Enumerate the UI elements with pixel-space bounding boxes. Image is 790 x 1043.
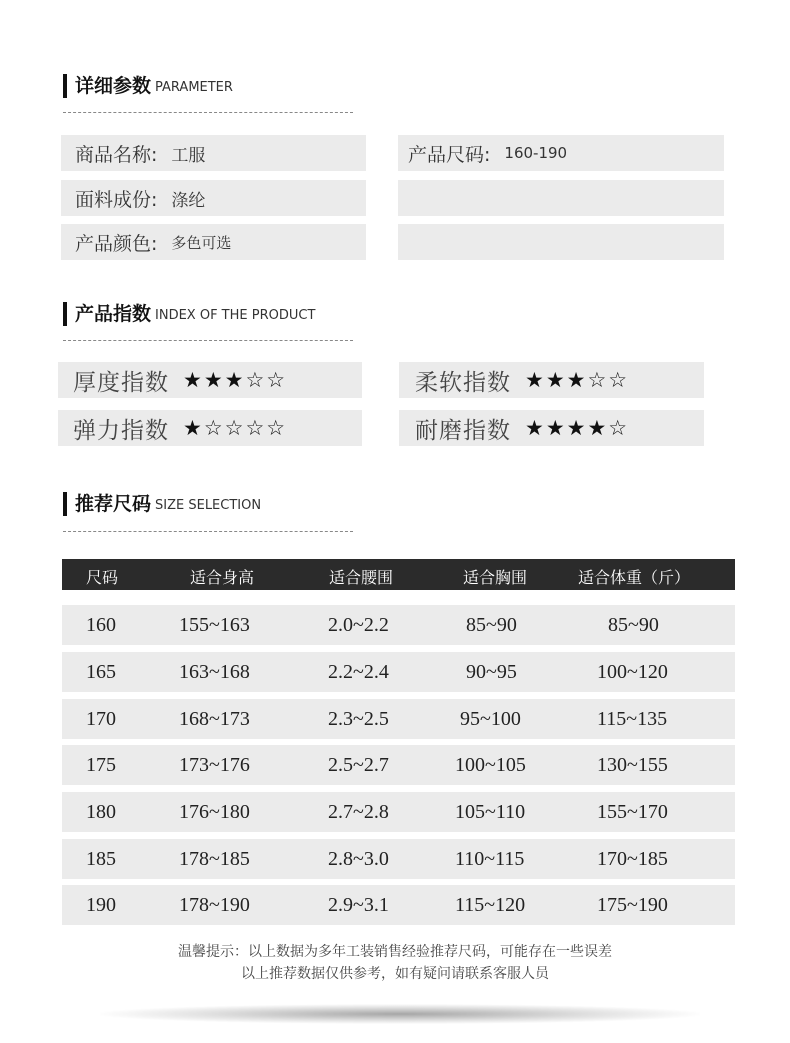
table-cell: 155~163 — [179, 614, 250, 636]
index-label: 弹力指数 — [73, 417, 169, 444]
index-heading-en: INDEX OF THE PRODUCT — [155, 308, 316, 323]
index-divider — [63, 340, 353, 341]
table-cell: 115~120 — [455, 894, 526, 916]
size-heading-en: SIZE SELECTION — [155, 498, 262, 513]
param-value: 工服 — [171, 145, 206, 166]
table-cell: 115~135 — [597, 708, 668, 730]
index-label: 柔软指数 — [415, 369, 511, 396]
table-row — [62, 792, 735, 832]
size-heading — [63, 492, 261, 516]
tip-note-line2: 以上推荐数据仅供参考，如有疑问请联系客服人员 — [241, 966, 549, 982]
params-heading — [63, 74, 233, 98]
index-softness — [399, 362, 704, 398]
param-label: 面料成份: — [75, 188, 158, 211]
column-header: 适合身高 — [190, 568, 255, 587]
table-cell: 95~100 — [460, 708, 521, 730]
size-divider — [63, 531, 353, 532]
table-row — [62, 652, 735, 692]
index-thickness — [58, 362, 362, 398]
table-row — [62, 699, 735, 739]
table-cell: 165 — [86, 661, 116, 683]
index-abrasion — [399, 410, 704, 446]
table-cell: 85~90 — [466, 614, 517, 636]
param-product-name — [61, 135, 366, 171]
table-cell: 2.2~2.4 — [328, 661, 389, 683]
param-label: 产品颜色: — [75, 232, 158, 255]
table-cell: 100~120 — [597, 661, 668, 683]
param-product-size — [398, 135, 724, 171]
table-row — [62, 745, 735, 785]
star-rating-icon: ★★★★☆ — [525, 416, 630, 440]
table-cell: 155~170 — [597, 801, 668, 823]
column-header: 适合体重（斤） — [578, 568, 691, 587]
table-cell: 85~90 — [608, 614, 659, 636]
param-value: 多色可选 — [171, 233, 232, 252]
tip-note-line1: 温馨提示：以上数据为多年工装销售经验推荐尺码，可能存在一些误差 — [178, 944, 612, 960]
params-divider — [63, 112, 353, 113]
table-cell: 110~115 — [455, 848, 525, 870]
index-heading-cn: 产品指数 — [75, 303, 152, 325]
heading-bar — [63, 492, 67, 516]
param-empty-cell — [398, 180, 724, 216]
heading-bar — [63, 74, 67, 98]
table-row — [62, 605, 735, 645]
table-row — [62, 885, 735, 925]
table-cell: 175 — [86, 754, 116, 776]
table-cell: 163~168 — [179, 661, 250, 683]
param-label: 产品尺码: — [408, 143, 491, 166]
table-cell: 2.3~2.5 — [328, 708, 389, 730]
param-fabric — [61, 180, 366, 216]
param-value: 160-190 — [504, 144, 568, 162]
table-cell: 2.0~2.2 — [328, 614, 389, 636]
index-heading — [63, 302, 315, 326]
index-label: 厚度指数 — [73, 369, 169, 396]
table-cell: 178~190 — [179, 894, 250, 916]
table-cell: 173~176 — [179, 754, 250, 776]
table-cell: 170~185 — [597, 848, 668, 870]
table-cell: 2.9~3.1 — [328, 894, 389, 916]
table-cell: 105~110 — [455, 801, 526, 823]
table-row — [62, 839, 735, 879]
index-elasticity — [58, 410, 362, 446]
table-cell: 100~105 — [455, 754, 526, 776]
size-table-header — [62, 559, 735, 590]
index-label: 耐磨指数 — [415, 417, 511, 444]
table-cell: 160 — [86, 614, 116, 636]
table-cell: 176~180 — [179, 801, 250, 823]
star-rating-icon: ★★★☆☆ — [183, 368, 288, 392]
table-cell: 175~190 — [597, 894, 668, 916]
column-header: 适合胸围 — [463, 568, 528, 587]
table-cell: 185 — [86, 848, 116, 870]
star-rating-icon: ★☆☆☆☆ — [183, 416, 288, 440]
table-cell: 130~155 — [597, 754, 668, 776]
param-empty-cell — [398, 224, 724, 260]
star-rating-icon: ★★★☆☆ — [525, 368, 630, 392]
params-heading-cn: 详细参数 — [75, 75, 152, 97]
table-cell: 190 — [86, 894, 116, 916]
param-color — [61, 224, 366, 260]
table-cell: 2.8~3.0 — [328, 848, 389, 870]
column-header: 尺码 — [86, 568, 119, 587]
table-cell: 90~95 — [466, 661, 517, 683]
param-value: 涤纶 — [171, 190, 206, 211]
table-cell: 2.5~2.7 — [328, 754, 389, 776]
table-cell: 180 — [86, 801, 116, 823]
heading-bar — [63, 302, 67, 326]
table-cell: 178~185 — [179, 848, 250, 870]
bottom-shadow — [100, 1004, 700, 1024]
params-heading-en: PARAMETER — [155, 80, 233, 95]
table-cell: 170 — [86, 708, 116, 730]
param-label: 商品名称: — [75, 143, 158, 166]
table-cell: 2.7~2.8 — [328, 801, 389, 823]
size-heading-cn: 推荐尺码 — [75, 493, 152, 515]
column-header: 适合腰围 — [329, 568, 394, 587]
table-cell: 168~173 — [179, 708, 250, 730]
